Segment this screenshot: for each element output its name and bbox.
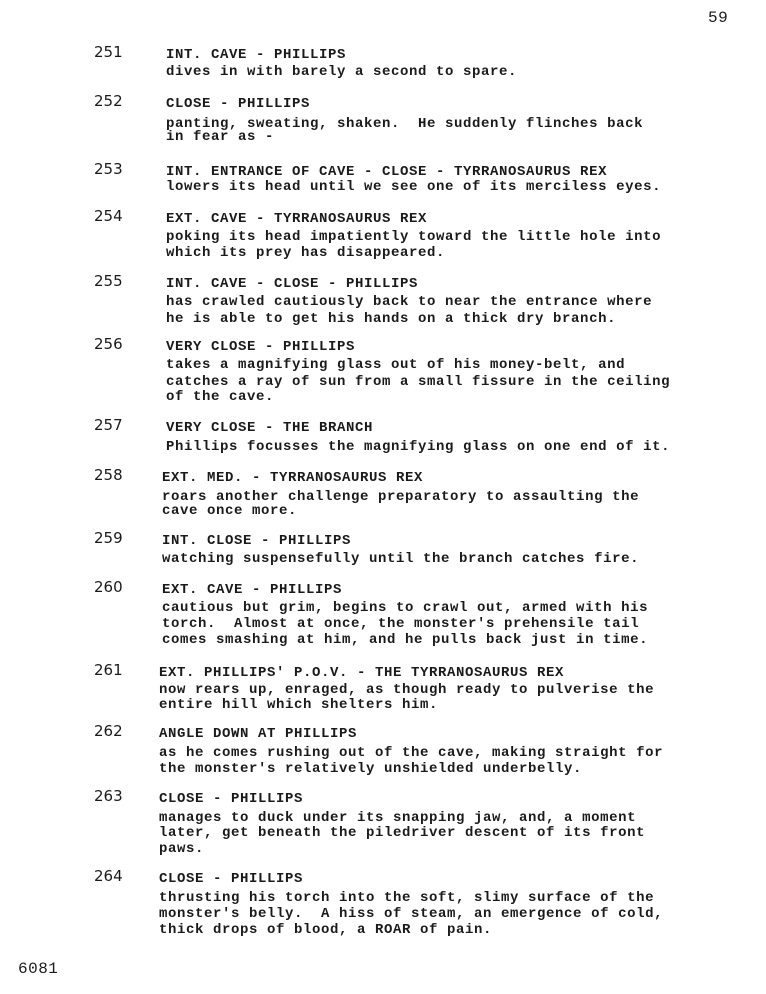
scene-number: 260 [94, 578, 123, 596]
scene-number: 263 [94, 787, 123, 805]
scene-heading: INT. CAVE - PHILLIPS [166, 47, 347, 63]
action-line: in fear as - [166, 129, 275, 145]
scene-heading: ANGLE DOWN AT PHILLIPS [159, 726, 358, 742]
scene-heading: CLOSE - PHILLIPS [159, 791, 304, 807]
document-number: 6081 [18, 960, 59, 978]
scene-heading: CLOSE - PHILLIPS [166, 96, 311, 112]
action-line: the monster's relatively unshielded underbelly. [159, 761, 583, 777]
action-line: panting, sweating, shaken. He suddenly flinches back [166, 116, 644, 132]
scene-heading: EXT. PHILLIPS' P.O.V. - THE TYRRANOSAURUS REX [159, 665, 565, 681]
scene-heading: EXT. MED. - TYRRANOSAURUS REX [162, 470, 424, 486]
scene-heading: INT. CLOSE - PHILLIPS [162, 533, 352, 549]
action-line: has crawled cautiously back to near the entrance where [166, 294, 653, 310]
action-line: he is able to get his hands on a thick dry branch. [166, 311, 617, 327]
scene-heading: CLOSE - PHILLIPS [159, 871, 304, 887]
action-line: lowers its head until we see one of its merciless eyes. [166, 179, 662, 195]
action-line: of the cave. [166, 389, 275, 405]
action-line: monster's belly. A hiss of steam, an emergence of cold, [159, 906, 664, 922]
action-line: cave once more. [162, 503, 298, 519]
action-line: later, get beneath the piledriver descent of its front [159, 825, 646, 841]
scene-heading: EXT. CAVE - PHILLIPS [162, 582, 343, 598]
scene-heading: INT. ENTRANCE OF CAVE - CLOSE - TYRRANOSAURUS REX [166, 164, 608, 180]
action-line: roars another challenge preparatory to assaulting the [162, 489, 640, 505]
action-line: paws. [159, 841, 205, 857]
scene-heading: VERY CLOSE - PHILLIPS [166, 339, 356, 355]
action-line: Phillips focusses the magnifying glass on one end of it. [166, 439, 671, 455]
action-line: as he comes rushing out of the cave, making straight for [159, 745, 664, 761]
action-line: entire hill which shelters him. [159, 697, 439, 713]
scene-number: 261 [94, 661, 123, 679]
scene-heading: VERY CLOSE - THE BRANCH [166, 420, 374, 436]
scene-number: 264 [94, 867, 123, 885]
action-line: cautious but grim, begins to crawl out, armed with his [162, 600, 649, 616]
action-line: manages to duck under its snapping jaw, and, a moment [159, 810, 637, 826]
scene-number: 259 [94, 529, 123, 547]
action-line: torch. Almost at once, the monster's prehensile tail [162, 616, 640, 632]
action-line: comes smashing at him, and he pulls back just in time. [162, 632, 649, 648]
action-line: takes a magnifying glass out of his money-belt, and [166, 357, 626, 373]
page-number: 59 [708, 9, 729, 27]
scene-heading: INT. CAVE - CLOSE - PHILLIPS [166, 276, 419, 292]
scene-number: 254 [94, 207, 123, 225]
action-line: poking its head impatiently toward the little hole into [166, 229, 662, 245]
action-line: catches a ray of sun from a small fissure in the ceiling [166, 374, 671, 390]
scene-number: 255 [94, 272, 123, 290]
action-line: thick drops of blood, a ROAR of pain. [159, 922, 493, 938]
action-line: now rears up, enraged, as though ready to pulverise the [159, 682, 655, 698]
scene-number: 257 [94, 416, 123, 434]
scene-number: 258 [94, 466, 123, 484]
action-line: watching suspensefully until the branch catches fire. [162, 551, 640, 567]
scene-number: 262 [94, 722, 123, 740]
scene-number: 252 [94, 92, 123, 110]
action-line: which its prey has disappeared. [166, 245, 446, 261]
action-line: thrusting his torch into the soft, slimy surface of the [159, 890, 655, 906]
scene-number: 253 [94, 160, 123, 178]
scene-number: 251 [94, 43, 123, 61]
action-line: dives in with barely a second to spare. [166, 64, 518, 80]
scene-heading: EXT. CAVE - TYRRANOSAURUS REX [166, 211, 428, 227]
scene-number: 256 [94, 335, 123, 353]
